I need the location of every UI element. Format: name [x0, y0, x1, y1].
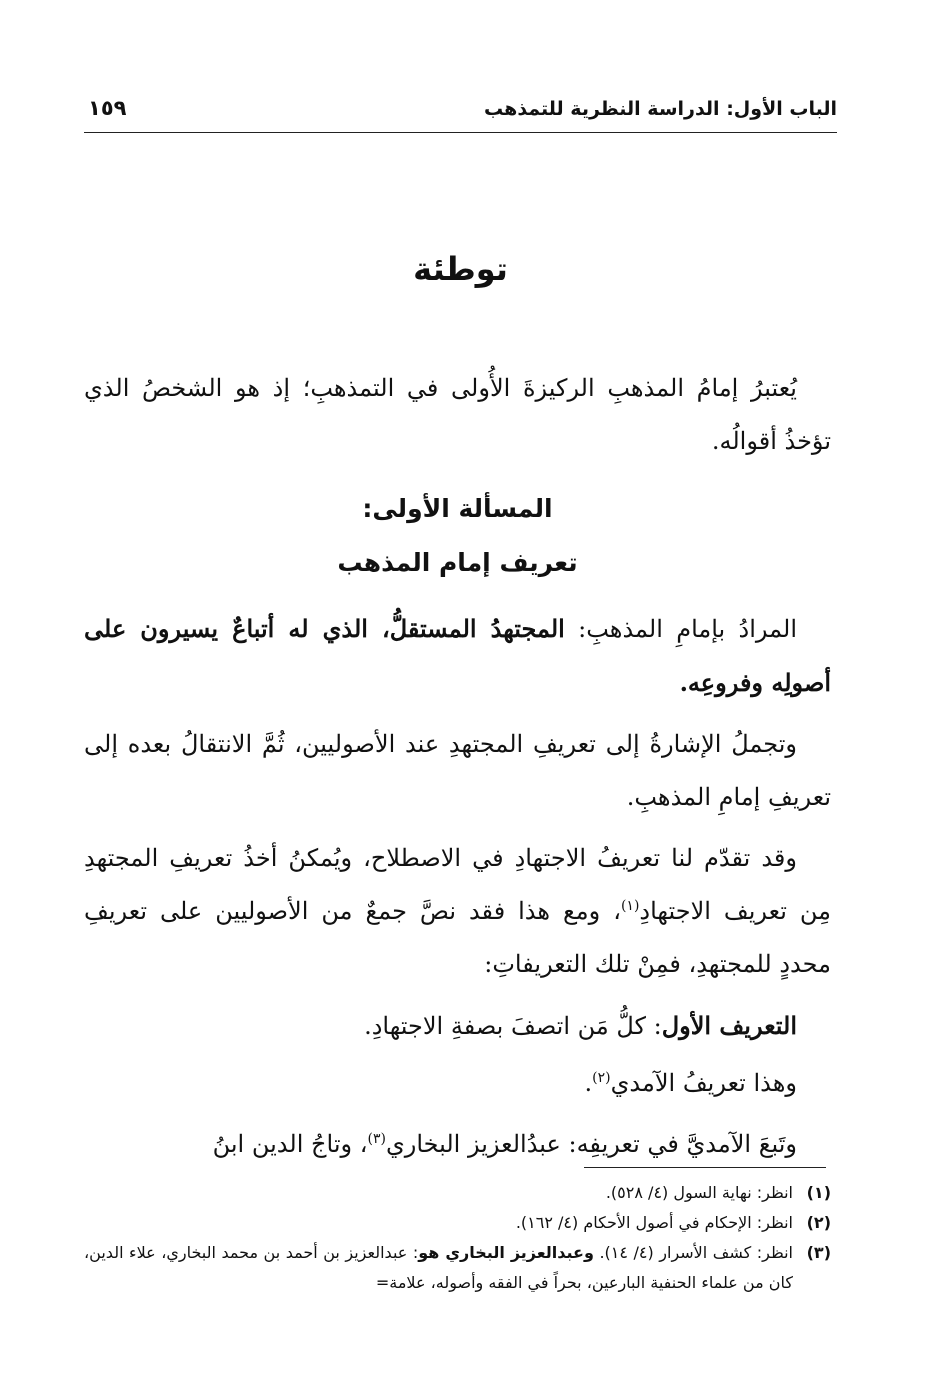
amidi-text: وهذا تعريفُ الآمدي [610, 1069, 797, 1097]
paragraph-first-definition [84, 999, 831, 1053]
intro-paragraph: يُعتبرُ إمامُ المذهبِ الركيزةَ الأُولى في التمذهبِ؛ إذ هو الشخصُ الذي تؤخذُ أقوالُه. [84, 374, 831, 455]
paragraph-transition: وتجملُ الإشارةُ إلى تعريفِ المجتهدِ عند الأصوليين، ثُمَّ الانتقالُ بعده إلى تعريفِ إمامِ المذهبِ. [84, 730, 831, 811]
paragraph-ijtihad [84, 832, 831, 991]
paragraph-amidi [84, 1057, 831, 1110]
first-definition-text: : كلُّ مَن اتصفَ بصفةِ الاجتهادِ. [364, 1012, 662, 1040]
footnote-text: انظر: نهاية السول (٤/ ٥٢٨). [605, 1183, 793, 1202]
footnote-text-bold: وعبدالعزيز البخاري هو [418, 1243, 594, 1262]
footnote-number: (٣) [806, 1243, 831, 1262]
footnote-text: انظر: الإحكام في أصول الأحكام (٤/ ١٦٢). [515, 1213, 793, 1232]
footnote-item [84, 1178, 831, 1208]
footnote-divider [584, 1167, 826, 1168]
footnote-ref-1: (١) [620, 898, 640, 914]
footnote-ref-3: (٣) [367, 1131, 386, 1147]
followers-text-b: ، وتاجُ الدين ابنُ [212, 1130, 368, 1158]
section-heading-issue: المسألة الأولى: [362, 494, 553, 523]
footnote-text-b: : عبدالعزيز بن أحمد بن محمد البخاري، علاء الدين، كان من علماء الحنفية البارعين، بحراً في الفقه وأصوله، علامة= [84, 1243, 793, 1292]
page-number: ١٥٩ [88, 96, 127, 120]
followers-text-a: وتَبعَ الآمديَّ في تعريفِه: عبدُالعزيز البخاري [385, 1130, 797, 1158]
footnote-text-a: انظر: كشف الأسرار (٤/ ١٤). [593, 1243, 793, 1262]
footnote-ref-2: (٢) [592, 1070, 611, 1086]
paragraph-followers [84, 1118, 831, 1171]
running-title: الباب الأول: الدراسة النظرية للتمذهب [484, 98, 837, 120]
definition-bold: المجتهدُ المستقلُّ، الذي له أتباعٌ يسيرون على أصولِه وفروعِه. [84, 614, 831, 697]
running-header [84, 92, 837, 133]
ijtihad-text-a: وقد تقدّم لنا تعريفُ الاجتهادِ في الاصطلاح، ويُمكنُ أخذُ تعريفِ المجتهدِ مِن تعريف الاجتهادِ [84, 844, 831, 925]
chapter-title: توطئة [413, 250, 508, 288]
amidi-end: . [584, 1069, 593, 1097]
footnotes [84, 1178, 831, 1298]
definition-lead: المرادُ بإمامِ المذهبِ: [564, 615, 797, 643]
footnote-number: (٢) [806, 1213, 831, 1232]
footnote-item [84, 1208, 831, 1238]
body-text [84, 362, 831, 1179]
paragraph-definition [84, 602, 831, 710]
footnote-item [84, 1238, 831, 1298]
first-definition-label: التعريف الأول [661, 1011, 797, 1040]
ijtihad-text-b: ، ومع هذا فقد نصَّ جمعٌ من الأصوليين على تعريفِ محددٍ للمجتهدِ، فمِنْ تلك التعريفاتِ: [84, 897, 831, 978]
section-heading-topic: تعريف إمام المذهب [337, 548, 578, 577]
footnote-text [84, 1238, 793, 1298]
footnote-number: (١) [806, 1183, 831, 1202]
